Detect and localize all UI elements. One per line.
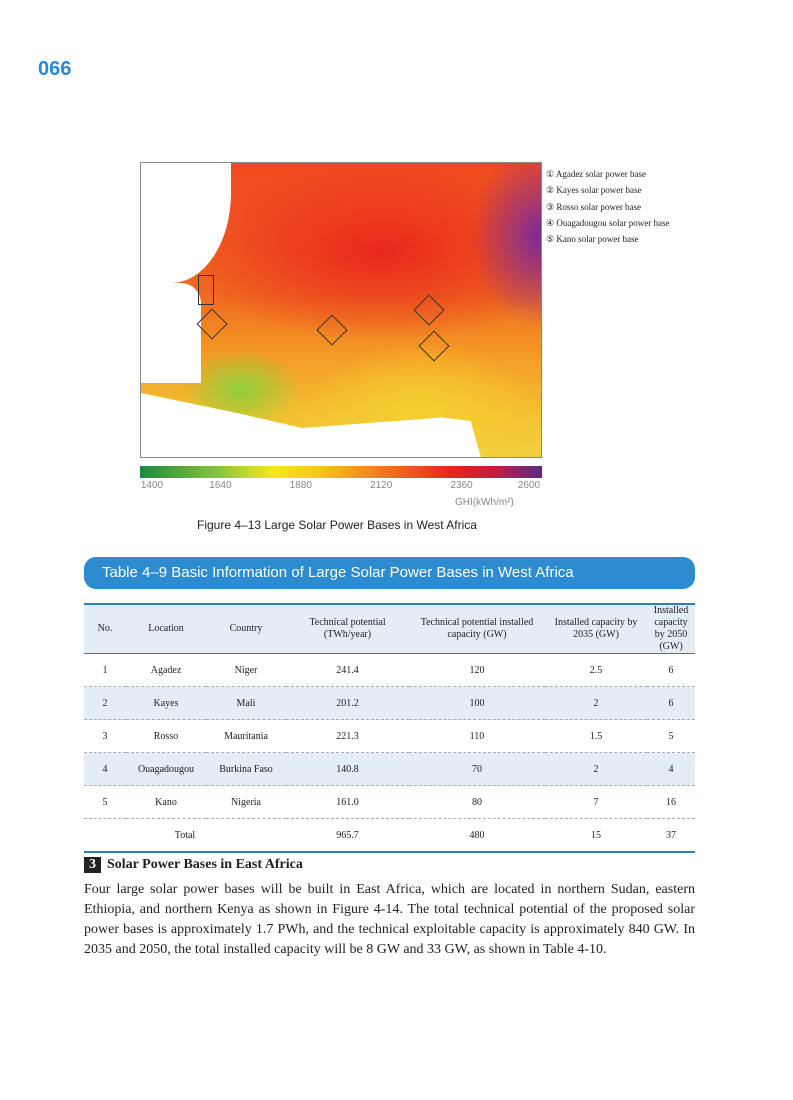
col-header: Location bbox=[126, 604, 206, 654]
table-cell: 1 bbox=[84, 654, 126, 687]
legend-item: ② Kayes solar power base bbox=[546, 185, 642, 196]
tick-label: 2360 bbox=[450, 480, 473, 491]
table-cell: 5 bbox=[647, 720, 695, 753]
table-cell: Kano bbox=[126, 786, 206, 819]
table-cell: Niger bbox=[206, 654, 286, 687]
table-cell: 4 bbox=[84, 753, 126, 786]
base-marker-agadez bbox=[413, 294, 444, 325]
table-cell: Ouagadougou bbox=[126, 753, 206, 786]
table-cell: 201.2 bbox=[286, 687, 409, 720]
col-header: Technical potential installed capacity (GW) bbox=[409, 604, 545, 654]
legend-item: ① Agadez solar power base bbox=[546, 169, 647, 179]
table-cell: Burkina Faso bbox=[206, 753, 286, 786]
map-legend bbox=[546, 166, 670, 247]
base-marker-kano bbox=[418, 330, 449, 361]
tick-label: 1640 bbox=[209, 480, 232, 491]
table-total-row bbox=[84, 819, 695, 853]
colorbar bbox=[140, 466, 542, 478]
colorbar-unit: GHI(kWh/m²) bbox=[455, 497, 514, 508]
table-cell: 2 bbox=[545, 687, 647, 720]
table-cell: 2 bbox=[84, 687, 126, 720]
table-cell: 100 bbox=[409, 687, 545, 720]
col-header: Installed capacity by 2050 (GW) bbox=[647, 604, 695, 654]
col-header: Installed capacity by 2035 (GW) bbox=[545, 604, 647, 654]
body-paragraph: Four large solar power bases will be built in East Africa, which are located in northern Sudan, eastern Ethiopia, and northern Kenya as shown in Figure 4-14. The total technical potential of the proposed solar power bases is approximately 1.7 PWh, and the technical exploitable capacity is approximately 840 GW. In 2035 and 2050, the total installed capacity will be 8 GW and 33 GW, as shown in Table 4-10. bbox=[84, 882, 695, 957]
section-heading bbox=[84, 857, 303, 873]
table-cell: 7 bbox=[545, 786, 647, 819]
total-cell: 480 bbox=[469, 829, 485, 841]
tick-label: 1880 bbox=[289, 480, 312, 491]
table-header-row bbox=[84, 604, 695, 654]
section-title: Solar Power Bases in East Africa bbox=[107, 857, 303, 872]
data-table bbox=[84, 603, 695, 853]
total-cell: 37 bbox=[666, 829, 676, 841]
tick-label: 2600 bbox=[517, 480, 541, 491]
table-cell: 161.0 bbox=[286, 786, 409, 819]
table-row bbox=[84, 654, 695, 687]
table-row bbox=[84, 786, 695, 819]
table-cell: 140.8 bbox=[286, 753, 409, 786]
legend-item: ⑤ Kano solar power base bbox=[546, 234, 639, 245]
table-cell: 120 bbox=[409, 654, 545, 687]
table-row bbox=[84, 753, 695, 786]
col-header: No. bbox=[84, 604, 126, 654]
table-cell: 6 bbox=[647, 687, 695, 720]
table-title: Table 4–9 Basic Information of Large Solar Power Bases in West Africa bbox=[84, 557, 695, 589]
table-cell: Rosso bbox=[126, 720, 206, 753]
solar-map bbox=[140, 162, 542, 458]
table-cell: Mali bbox=[206, 687, 286, 720]
table-cell: 2.5 bbox=[545, 654, 647, 687]
table-cell: 241.4 bbox=[286, 654, 409, 687]
section-number: 3 bbox=[84, 857, 101, 873]
base-marker-kayes bbox=[196, 308, 227, 339]
base-marker-rosso bbox=[198, 275, 214, 305]
table-cell: 80 bbox=[409, 786, 545, 819]
table-cell: 16 bbox=[647, 786, 695, 819]
table-cell: 70 bbox=[409, 753, 545, 786]
table-cell: 2 bbox=[545, 753, 647, 786]
figure-caption: Figure 4–13 Large Solar Power Bases in West Africa bbox=[197, 518, 477, 532]
legend-item: ③ Rosso solar power base bbox=[546, 201, 642, 212]
total-cell: 965.7 bbox=[336, 829, 359, 841]
table-row bbox=[84, 720, 695, 753]
total-label: Total bbox=[174, 829, 196, 841]
tick-label: 1400 bbox=[140, 480, 164, 491]
table-cell: 221.3 bbox=[286, 720, 409, 753]
legend-item: ④ Ouagadougou solar power base bbox=[546, 217, 670, 228]
table-cell: Kayes bbox=[126, 687, 206, 720]
table-cell: Agadez bbox=[126, 654, 206, 687]
table-cell: 5 bbox=[84, 786, 126, 819]
page-number: 066 bbox=[38, 58, 72, 80]
col-header: Country bbox=[206, 604, 286, 654]
table-cell: 1.5 bbox=[545, 720, 647, 753]
table-cell: Mauritania bbox=[206, 720, 286, 753]
base-marker-ouagadougou bbox=[316, 314, 347, 345]
table-cell: 3 bbox=[84, 720, 126, 753]
table-row bbox=[84, 687, 695, 720]
tick-label: 2120 bbox=[370, 480, 393, 491]
total-cell: 15 bbox=[591, 829, 601, 841]
table-cell: Nigeria bbox=[206, 786, 286, 819]
table-cell: 6 bbox=[647, 654, 695, 687]
table-cell: 110 bbox=[409, 720, 545, 753]
col-header: Technical potential (TWh/year) bbox=[286, 604, 409, 654]
table-cell: 4 bbox=[647, 753, 695, 786]
